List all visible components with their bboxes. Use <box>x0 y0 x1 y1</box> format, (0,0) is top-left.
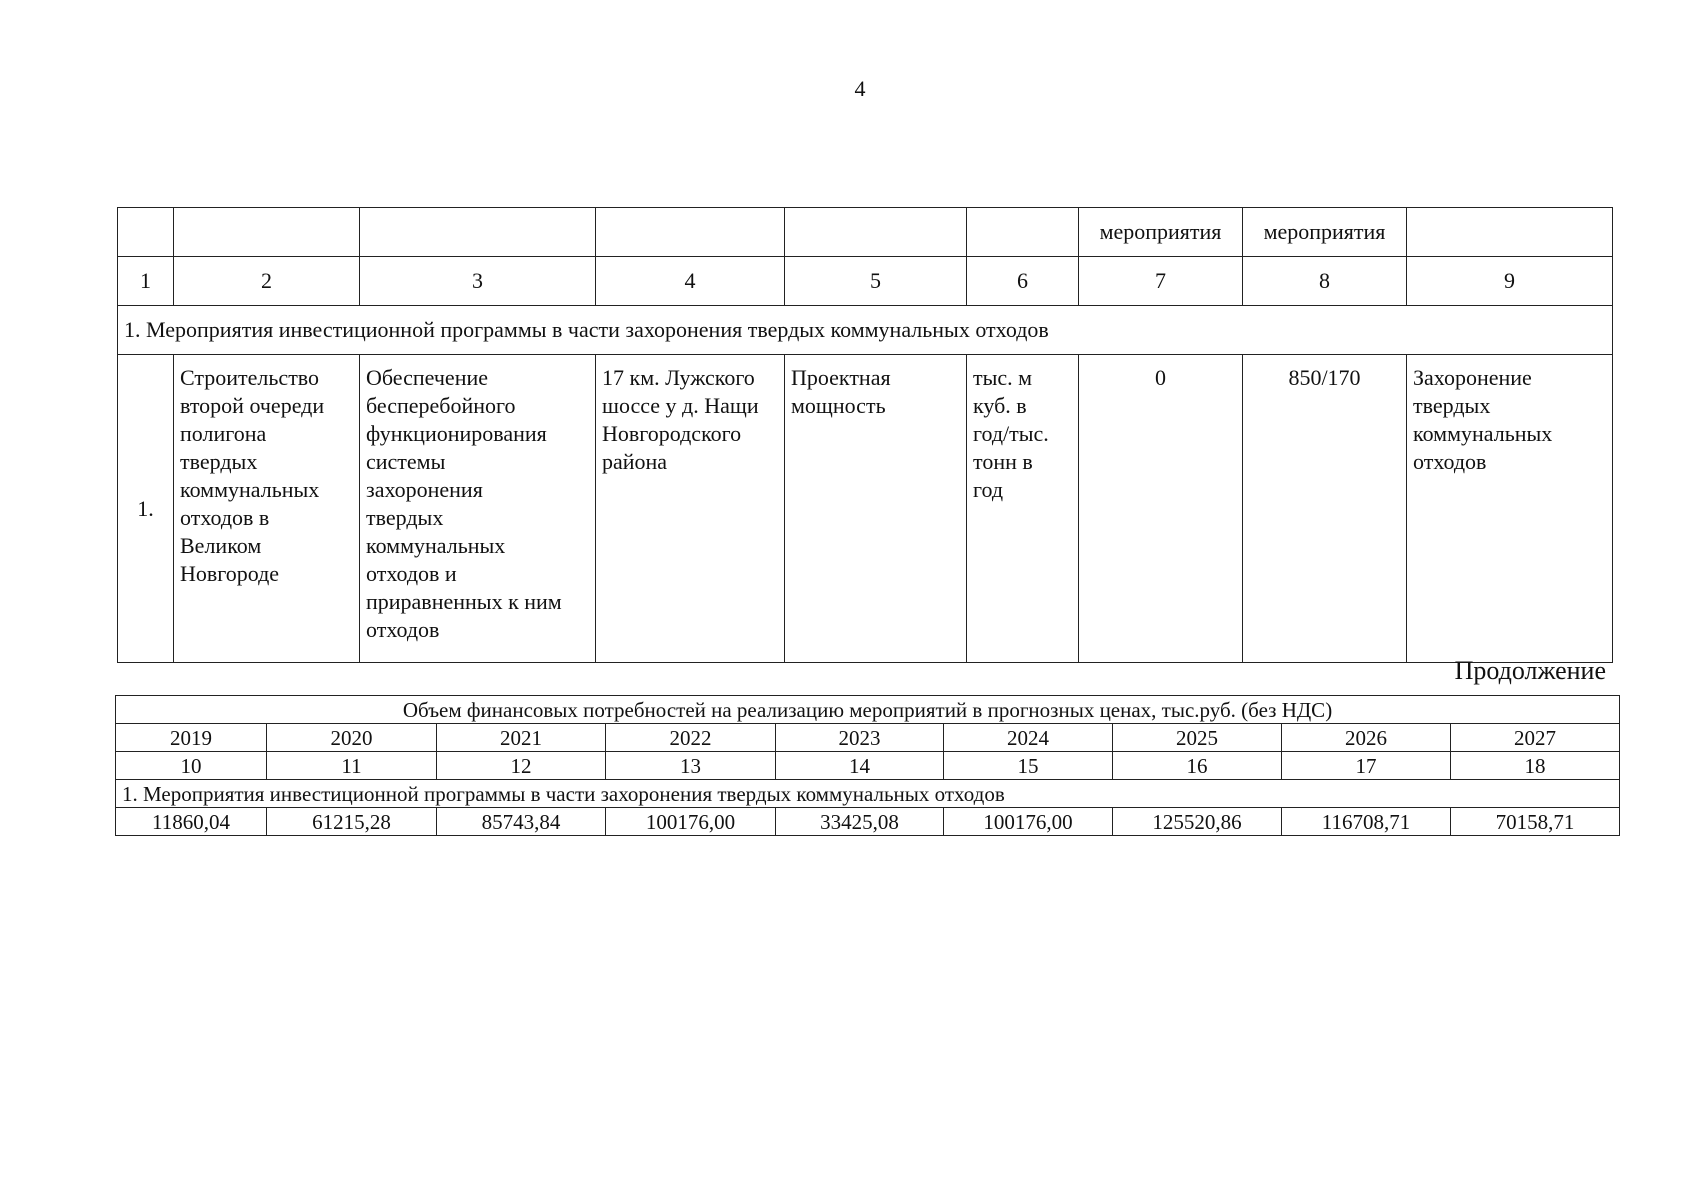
financing-table <box>115 695 1620 836</box>
section-title: 1. Мероприятия инвестиционной программы в части захоронения твердых коммунальных отходов <box>116 780 1620 808</box>
amount-cell: 116708,71 <box>1282 808 1451 836</box>
header-cell: мероприятия <box>1079 208 1243 257</box>
column-number: 12 <box>437 752 606 780</box>
indicator-name: Проектная мощность <box>785 355 967 663</box>
value-after: 850/170 <box>1243 355 1407 663</box>
measure-effect: Захоронение твердых коммунальных отходов <box>1407 355 1613 663</box>
table-row <box>118 355 1613 663</box>
header-cell <box>174 208 360 257</box>
years-row <box>116 724 1620 752</box>
year-cell: 2024 <box>944 724 1113 752</box>
year-cell: 2020 <box>267 724 437 752</box>
column-number-row <box>116 752 1620 780</box>
column-number: 5 <box>785 257 967 306</box>
measure-purpose: Обеспечение бесперебойного функционирования системы захоронения твердых коммунальных отходов и приравненных к ним отходов <box>360 355 596 663</box>
amount-cell: 61215,28 <box>267 808 437 836</box>
column-number-row <box>118 257 1613 306</box>
financing-title: Объем финансовых потребностей на реализацию мероприятий в прогнозных ценах, тыс.руб. (без НДС) <box>116 696 1620 724</box>
column-number: 17 <box>1282 752 1451 780</box>
column-number: 2 <box>174 257 360 306</box>
column-number: 6 <box>967 257 1079 306</box>
column-number: 13 <box>606 752 776 780</box>
section-row <box>118 306 1613 355</box>
page-number: 4 <box>854 76 866 101</box>
header-cell <box>360 208 596 257</box>
column-number: 4 <box>596 257 785 306</box>
header-cell <box>967 208 1079 257</box>
section-row <box>116 780 1620 808</box>
year-cell: 2023 <box>776 724 944 752</box>
header-cell <box>596 208 785 257</box>
amount-cell: 70158,71 <box>1451 808 1620 836</box>
year-cell: 2022 <box>606 724 776 752</box>
column-number: 7 <box>1079 257 1243 306</box>
header-cell <box>1407 208 1613 257</box>
amount-cell: 100176,00 <box>606 808 776 836</box>
column-number: 14 <box>776 752 944 780</box>
column-number: 11 <box>267 752 437 780</box>
financing-title-row <box>116 696 1620 724</box>
header-cell: мероприятия <box>1243 208 1407 257</box>
section-title: 1. Мероприятия инвестиционной программы в части захоронения твердых коммунальных отходов <box>118 306 1613 355</box>
measures-table <box>117 207 1613 663</box>
amount-cell: 125520,86 <box>1113 808 1282 836</box>
amount-cell: 33425,08 <box>776 808 944 836</box>
value-before: 0 <box>1079 355 1243 663</box>
year-cell: 2021 <box>437 724 606 752</box>
header-cell <box>118 208 174 257</box>
measure-location: 17 км. Лужского шоссе у д. Нащи Новгородского района <box>596 355 785 663</box>
table-header-row <box>118 208 1613 257</box>
indicator-unit: тыс. м куб. в год/тыс. тонн в год <box>967 355 1079 663</box>
column-number: 16 <box>1113 752 1282 780</box>
amount-cell: 85743,84 <box>437 808 606 836</box>
table-row <box>116 808 1620 836</box>
column-number: 3 <box>360 257 596 306</box>
year-cell: 2027 <box>1451 724 1620 752</box>
row-number: 1. <box>118 355 174 663</box>
header-cell <box>785 208 967 257</box>
column-number: 10 <box>116 752 267 780</box>
year-cell: 2026 <box>1282 724 1451 752</box>
column-number: 1 <box>118 257 174 306</box>
column-number: 18 <box>1451 752 1620 780</box>
column-number: 9 <box>1407 257 1613 306</box>
amount-cell: 11860,04 <box>116 808 267 836</box>
column-number: 8 <box>1243 257 1407 306</box>
amount-cell: 100176,00 <box>944 808 1113 836</box>
continuation-label: Продолжение <box>1454 656 1606 685</box>
year-cell: 2019 <box>116 724 267 752</box>
year-cell: 2025 <box>1113 724 1282 752</box>
column-number: 15 <box>944 752 1113 780</box>
measure-name: Строительство второй очереди полигона твердых коммунальных отходов в Великом Новгороде <box>174 355 360 663</box>
